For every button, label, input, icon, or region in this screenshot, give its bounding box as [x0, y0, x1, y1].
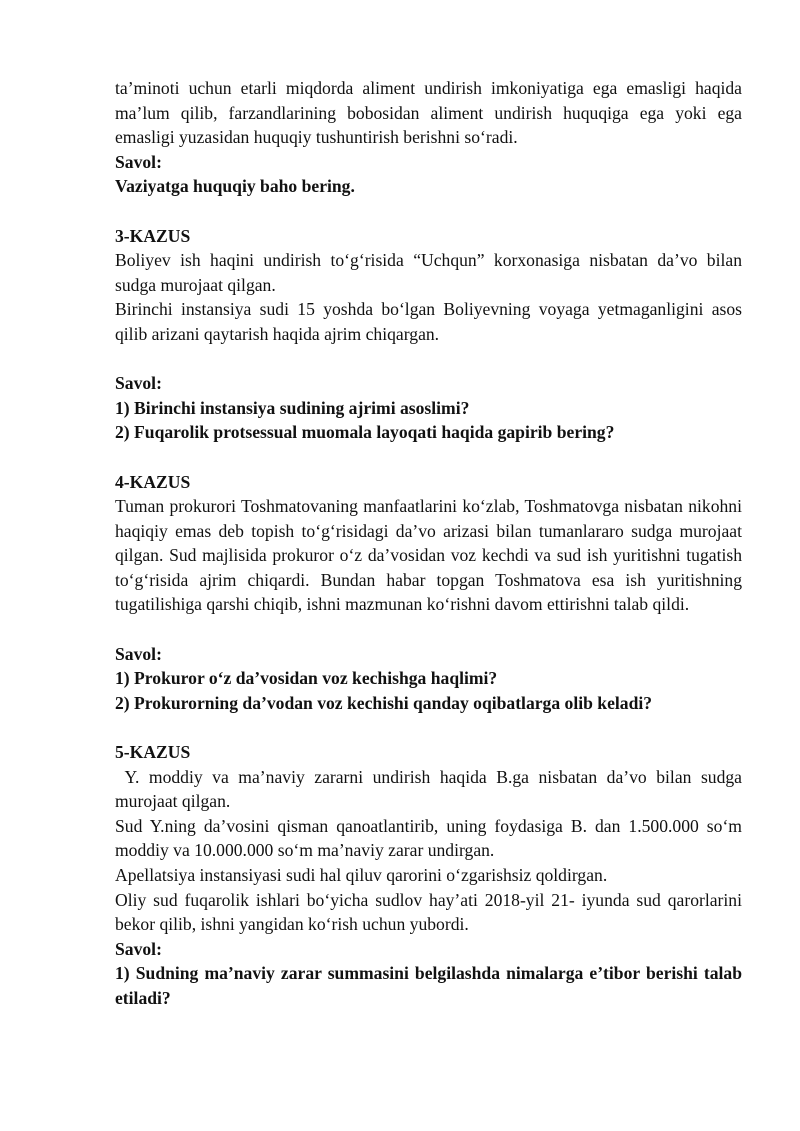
case4-question-2: 2) Prokurorning da’vodan voz kechishi qanday oqibatlarga olib keladi?: [115, 692, 653, 713]
case5-paragraph-2: Sud Y.ning da’vosini qisman qanoatlantirib, uning foydasiga B. dan 1.500.000 so‘m moddiy va 10.000.000 so‘m ma’naviy zarar undirgan.: [115, 815, 742, 861]
case5-paragraph-1: Y. moddiy va ma’naviy zararni undirish haqida B.ga nisbatan da’vo bilan sudga murojaat qilgan.: [115, 766, 747, 812]
case5-paragraph-3: Apellatsiya instansiyasi sudi hal qiluv qarorini o‘zgarishsiz qoldirgan.: [115, 865, 608, 885]
intro-savol-label: Savol:: [115, 151, 162, 172]
spacer: [115, 617, 742, 642]
case4-paragraph-1: Tuman prokurori Toshmatovaning manfaatlarini ko‘zlab, Toshmatovga nisbatan nikohni haqiqiy emas deb topish to‘g‘risidagi da’vo arizasi bilan tumanlararo sudga murojaat qilgan. Sud majlisida prokuror o‘z da’vosidan voz kechdi va sud ish yuritishni tugatish to‘g‘risida ajrim chiqardi. Bundan habar topgan Toshmatova esa ish yuritishning tugatilishiga qarshi chiqib, ishni mazmunan ko‘rishni davom ettirishni talab qildi.: [115, 496, 742, 615]
case3-question-2: 2) Fuqarolik protsessual muomala layoqati haqida gapirib bering?: [115, 422, 615, 443]
case4-question-1: 1) Prokuror o‘z da’vosidan voz kechishga haqlimi?: [115, 668, 498, 689]
case3-savol-label: Savol:: [115, 373, 162, 394]
intro-paragraph: ta’minoti uchun etarli miqdorda aliment undirish imkoniyatiga ega emasligi haqida ma’lum qilib, farzandlarining bobosidan aliment undirish huquqiga ega yoki ega emasligi yuzasidan huquqiy tushuntirish berishni so‘radi.: [115, 78, 742, 148]
case4-title: 4-KAZUS: [115, 471, 191, 492]
spacer: [115, 715, 742, 740]
intro-question: Vaziyatga huquqiy baho bering.: [115, 176, 355, 197]
case3-question-1: 1) Birinchi instansiya sudining ajrimi asoslimi?: [115, 397, 470, 418]
spacer: [115, 347, 742, 372]
case5-question-1: 1) Sudning ma’naviy zarar summasini belgilashda nimalarga e’tibor berishi talab etiladi?: [115, 963, 742, 1008]
document-body: [115, 0, 747, 1011]
case4-savol-label: Savol:: [115, 643, 162, 664]
spacer: [115, 199, 742, 224]
case3-paragraph-1: Boliyev ish haqini undirish to‘g‘risida “Uchqun” korxonasiga nisbatan da’vo bilan sudga murojaat qilgan.: [115, 250, 742, 295]
case5-title: 5-KAZUS: [115, 742, 191, 763]
case5-paragraph-4: Oliy sud fuqarolik ishlari bo‘yicha sudlov hay’ati 2018-yil 21- iyunda sud qarorlarini bekor qilib, ishni yangidan ko‘rish uchun yubordi.: [115, 889, 742, 935]
case3-title: 3-KAZUS: [115, 225, 191, 246]
case5-savol-label: Savol:: [115, 938, 162, 959]
case3-paragraph-2: Birinchi instansiya sudi 15 yoshda bo‘lgan Boliyevning voyaga yetmaganligini asos qilib arizani qaytarish haqida ajrim chiqargan.: [115, 299, 742, 344]
spacer: [115, 445, 742, 470]
